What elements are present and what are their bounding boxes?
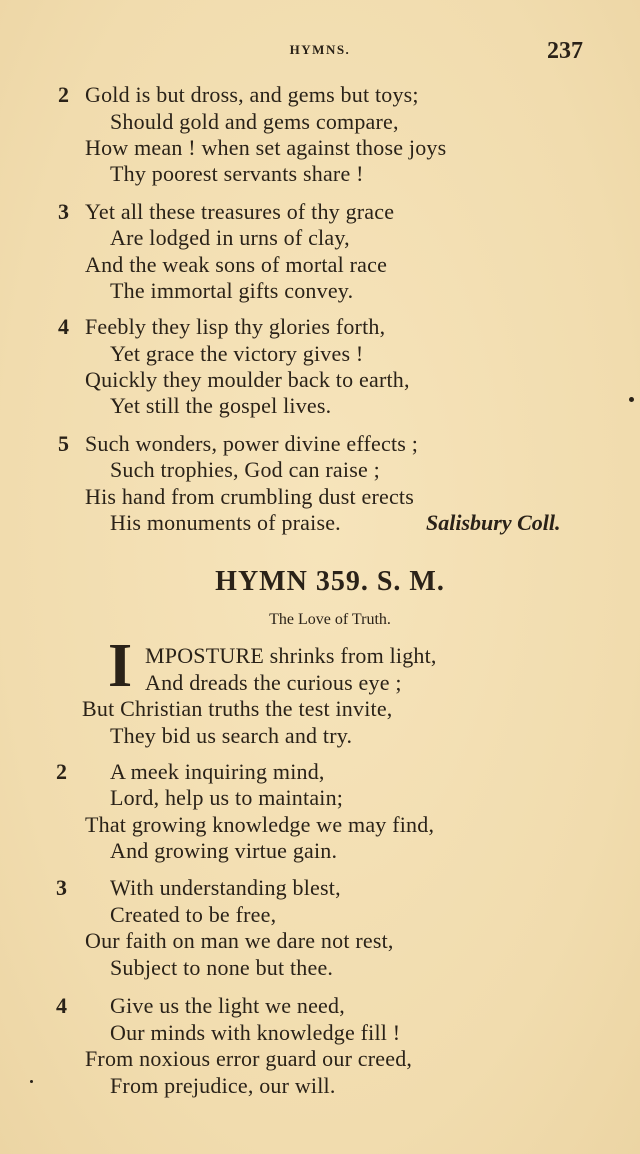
verse-line: A meek inquiring mind, (110, 759, 325, 784)
verse-line: Feebly they lisp thy glories forth, (85, 314, 386, 339)
verse-line: They bid us search and try. (110, 723, 353, 748)
verse-line: Created to be free, (110, 902, 277, 927)
verse-line: Lord, help us to maintain; (110, 785, 344, 810)
verse-line: His monuments of praise. (110, 510, 341, 535)
verse-line: How mean ! when set against those joys (85, 135, 447, 160)
stanza-number: 2 (56, 759, 67, 784)
stanza-number: 3 (58, 199, 69, 224)
verse-line: The immortal gifts convey. (110, 278, 354, 303)
verse-line: Subject to none but thee. (110, 955, 334, 980)
verse-line: Our faith on man we dare not rest, (85, 928, 394, 953)
verse-line: Gold is but dross, and gems but toys; (85, 82, 419, 107)
verse-line: And growing virtue gain. (110, 838, 338, 863)
verse-line: MPOSTURE shrinks from light, (145, 643, 437, 668)
verse-line: That growing knowledge we may find, (85, 812, 435, 837)
verse-line: Our minds with knowledge fill ! (110, 1020, 401, 1045)
page-mark (629, 397, 634, 402)
page-number: 237 (547, 38, 583, 64)
verse-line: Thy poorest servants share ! (110, 161, 364, 186)
verse-line: Yet grace the victory gives ! (110, 341, 364, 366)
verse-line: With understanding blest, (110, 875, 341, 900)
verse-line: And the weak sons of mortal race (85, 252, 388, 277)
stanza-number: 3 (56, 875, 67, 900)
attribution: Salisbury Coll. (426, 510, 561, 535)
page-mark (30, 1080, 33, 1083)
hymn-subtitle: The Love of Truth. (269, 611, 391, 628)
verse-line: Such wonders, power divine effects ; (85, 431, 419, 456)
stanza-number: 4 (56, 993, 67, 1018)
stanza-number: 4 (58, 314, 69, 339)
verse-line: Yet still the gospel lives. (110, 393, 332, 418)
verse-line: Quickly they moulder back to earth, (85, 367, 410, 392)
verse-line: Should gold and gems compare, (110, 109, 399, 134)
verse-line: From prejudice, our will. (110, 1073, 336, 1098)
verse-line: From noxious error guard our creed, (85, 1046, 413, 1071)
verse-line: Are lodged in urns of clay, (110, 225, 350, 250)
hymn-title: HYMN 359. S. M. (215, 566, 445, 597)
drop-cap: I (108, 632, 133, 700)
verse-line: Give us the light we need, (110, 993, 345, 1018)
verse-line: Yet all these treasures of thy grace (85, 199, 395, 224)
stanza-number: 2 (58, 82, 69, 107)
verse-line: And dreads the curious eye ; (145, 670, 402, 695)
verse-line: Such trophies, God can raise ; (110, 457, 380, 482)
verse-line: His hand from crumbling dust erects (85, 484, 414, 509)
running-title: HYMNS. (289, 42, 351, 57)
verse-line: But Christian truths the test invite, (82, 696, 393, 721)
stanza-number: 5 (58, 431, 69, 456)
